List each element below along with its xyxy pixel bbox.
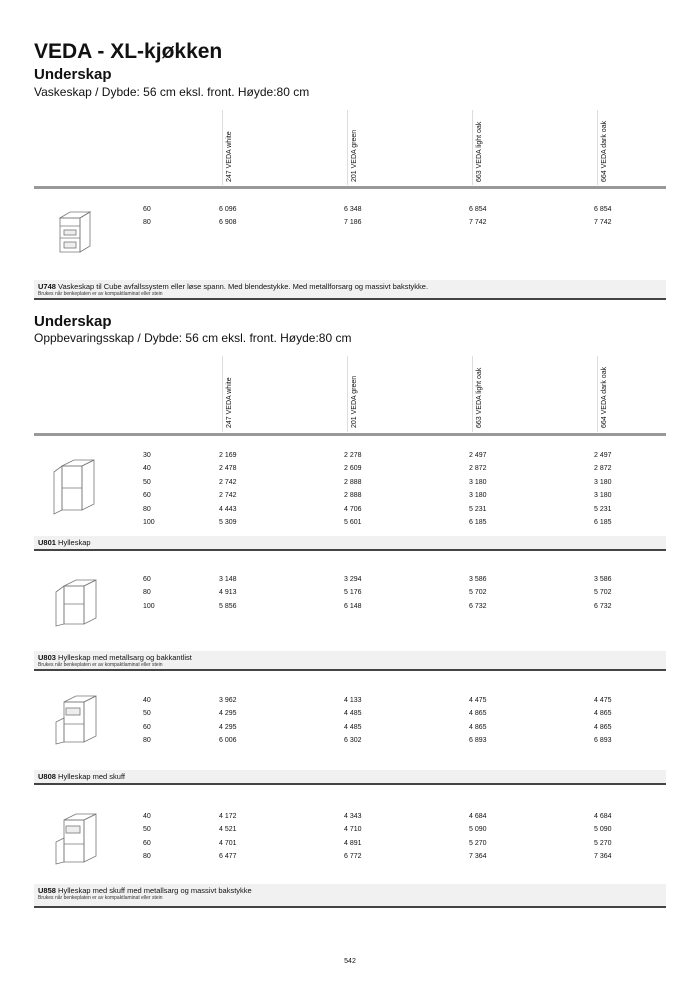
price-value: 2 478 <box>219 465 237 473</box>
price-value: 4 710 <box>344 826 362 834</box>
product-code: U858 <box>38 886 56 895</box>
price-value: 6 908 <box>219 219 237 227</box>
price-value: 5 702 <box>469 589 487 597</box>
price-value: 2 872 <box>469 465 487 473</box>
price-value: 7 186 <box>344 219 362 227</box>
drawer-cabinet-icon <box>54 694 100 746</box>
column-header: 201 VEDA green <box>351 375 358 428</box>
section-heading: Underskap <box>34 66 112 83</box>
price-value: 2 888 <box>344 478 362 486</box>
price-value: 3 294 <box>344 576 362 583</box>
price-value: 5 702 <box>594 589 612 597</box>
column-header: 663 VEDA light oak <box>476 121 483 182</box>
price-value: 4 172 <box>219 813 237 820</box>
product-desc: Hylleskap med skuff med metallsarg og massivt bakstykke <box>58 886 252 895</box>
price-value: 6 854 <box>469 206 487 213</box>
price-value: 3 148 <box>219 576 237 583</box>
price-value: 4 891 <box>344 839 362 847</box>
price-value: 6 772 <box>344 853 362 861</box>
price-value: 3 586 <box>469 576 487 583</box>
size-value: 100 <box>143 519 155 526</box>
price-value: 4 913 <box>219 589 237 597</box>
price-value: 2 742 <box>219 478 237 486</box>
price-value: 4 443 <box>219 505 237 513</box>
price-value: 4 343 <box>344 813 362 820</box>
price-value: 6 854 <box>594 206 612 213</box>
page-number: 542 <box>344 958 356 965</box>
section-heading: Underskap <box>34 313 112 330</box>
section-subheading: Oppbevaringsskap / Dybde: 56 cm eksl. front. Høyde:80 cm <box>34 331 352 345</box>
product-description <box>34 770 666 785</box>
product-code: U748 <box>38 282 56 291</box>
price-value: 6 148 <box>344 602 362 610</box>
size-value: 80 <box>143 505 151 513</box>
price-value: 4 684 <box>594 813 612 820</box>
price-value: 7 742 <box>594 219 612 227</box>
size-value: 40 <box>143 465 151 473</box>
price-value: 4 295 <box>219 723 237 731</box>
price-value: 6 732 <box>469 602 487 610</box>
price-value: 6 302 <box>344 737 362 745</box>
price-value: 4 521 <box>219 826 237 834</box>
price-value: 3 962 <box>219 697 237 704</box>
column-header: 247 VEDA white <box>226 131 233 182</box>
price-value: 4 865 <box>594 723 612 731</box>
price-value: 2 278 <box>344 452 362 459</box>
price-value: 6 348 <box>344 206 362 213</box>
price-value: 2 742 <box>219 492 237 500</box>
price-value: 5 856 <box>219 602 237 610</box>
product-description <box>34 651 666 671</box>
price-value: 4 865 <box>469 723 487 731</box>
size-value: 60 <box>143 723 151 731</box>
size-value: 60 <box>143 206 151 213</box>
size-value: 100 <box>143 602 155 610</box>
product-desc: Hylleskap med skuff <box>58 772 126 781</box>
price-value: 5 231 <box>469 505 487 513</box>
price-value: 5 090 <box>469 826 487 834</box>
price-value: 5 270 <box>469 839 487 847</box>
product-code: U803 <box>38 653 56 662</box>
price-value: 6 893 <box>594 737 612 745</box>
price-value: 4 684 <box>469 813 487 820</box>
price-value: 2 497 <box>469 452 487 459</box>
price-value: 5 601 <box>344 519 362 526</box>
price-value: 4 865 <box>469 710 487 718</box>
product-note: Brukes når benkeplaten er av kompaktlaminat eller stein <box>38 662 163 668</box>
size-value: 50 <box>143 478 151 486</box>
size-value: 80 <box>143 589 151 597</box>
price-value: 6 006 <box>219 737 237 745</box>
size-value: 40 <box>143 697 151 704</box>
price-value: 6 096 <box>219 206 237 213</box>
price-value: 3 180 <box>594 492 612 500</box>
price-value: 5 090 <box>594 826 612 834</box>
price-value: 4 865 <box>594 710 612 718</box>
size-value: 60 <box>143 576 151 583</box>
price-value: 5 231 <box>594 505 612 513</box>
sink-cabinet-icon <box>56 206 94 256</box>
price-value: 7 364 <box>594 853 612 861</box>
size-value: 60 <box>143 839 151 847</box>
shelf-cabinet-icon <box>54 578 100 628</box>
column-header: 663 VEDA light oak <box>476 367 483 428</box>
price-value: 3 180 <box>594 478 612 486</box>
price-value: 2 888 <box>344 492 362 500</box>
page-title: VEDA - XL-kjøkken <box>34 40 223 63</box>
price-value: 6 185 <box>469 519 487 526</box>
price-value: 2 609 <box>344 465 362 473</box>
price-value: 4 475 <box>469 697 487 704</box>
product-code: U808 <box>38 772 56 781</box>
size-value: 50 <box>143 826 151 834</box>
price-value: 4 706 <box>344 505 362 513</box>
price-value: 4 475 <box>594 697 612 704</box>
size-value: 80 <box>143 737 151 745</box>
product-desc: Hylleskap <box>58 538 91 547</box>
price-value: 4 485 <box>344 710 362 718</box>
size-value: 30 <box>143 452 151 459</box>
price-value: 6 893 <box>469 737 487 745</box>
column-header: 664 VEDA dark oak <box>601 120 608 182</box>
price-value: 7 364 <box>469 853 487 861</box>
product-description <box>34 280 666 300</box>
price-value: 4 295 <box>219 710 237 718</box>
size-value: 50 <box>143 710 151 718</box>
section-subheading: Vaskeskap / Dybde: 56 cm eksl. front. Høyde:80 cm <box>34 85 310 99</box>
price-value: 4 485 <box>344 723 362 731</box>
drawer-cabinet-icon <box>54 812 100 866</box>
size-value: 40 <box>143 813 151 820</box>
price-value: 6 185 <box>594 519 612 526</box>
product-desc: Hylleskap med metallsarg og bakkantlist <box>58 653 192 662</box>
price-value: 4 133 <box>344 697 362 704</box>
product-note: Brukes når benkeplaten er av kompaktlaminat eller stein <box>38 895 163 901</box>
price-value: 6 732 <box>594 602 612 610</box>
price-value: 4 701 <box>219 839 237 847</box>
column-header: 201 VEDA green <box>351 129 358 182</box>
product-description <box>34 884 666 908</box>
column-header: 664 VEDA dark oak <box>601 366 608 428</box>
product-desc: Vaskeskap til Cube avfallssystem eller løse spann. Med blendestykke. Med metallforsarg og massivt bakstykke. <box>58 282 429 291</box>
price-value: 3 180 <box>469 492 487 500</box>
product-code: U801 <box>38 538 56 547</box>
price-value: 3 586 <box>594 576 612 583</box>
size-value: 80 <box>143 853 151 861</box>
size-value: 60 <box>143 492 151 500</box>
column-header: 247 VEDA white <box>226 377 233 428</box>
price-value: 5 270 <box>594 839 612 847</box>
price-value: 6 477 <box>219 853 237 861</box>
product-description <box>34 536 666 551</box>
product-note: Brukes når benkeplaten er av kompaktlaminat eller stein <box>38 291 163 297</box>
price-value: 5 176 <box>344 589 362 597</box>
price-value: 2 497 <box>594 452 612 459</box>
price-value: 2 872 <box>594 465 612 473</box>
shelf-cabinet-icon <box>52 458 98 516</box>
price-value: 5 309 <box>219 519 237 526</box>
price-value: 3 180 <box>469 478 487 486</box>
price-value: 7 742 <box>469 219 487 227</box>
price-value: 2 169 <box>219 452 237 459</box>
size-value: 80 <box>143 219 151 227</box>
